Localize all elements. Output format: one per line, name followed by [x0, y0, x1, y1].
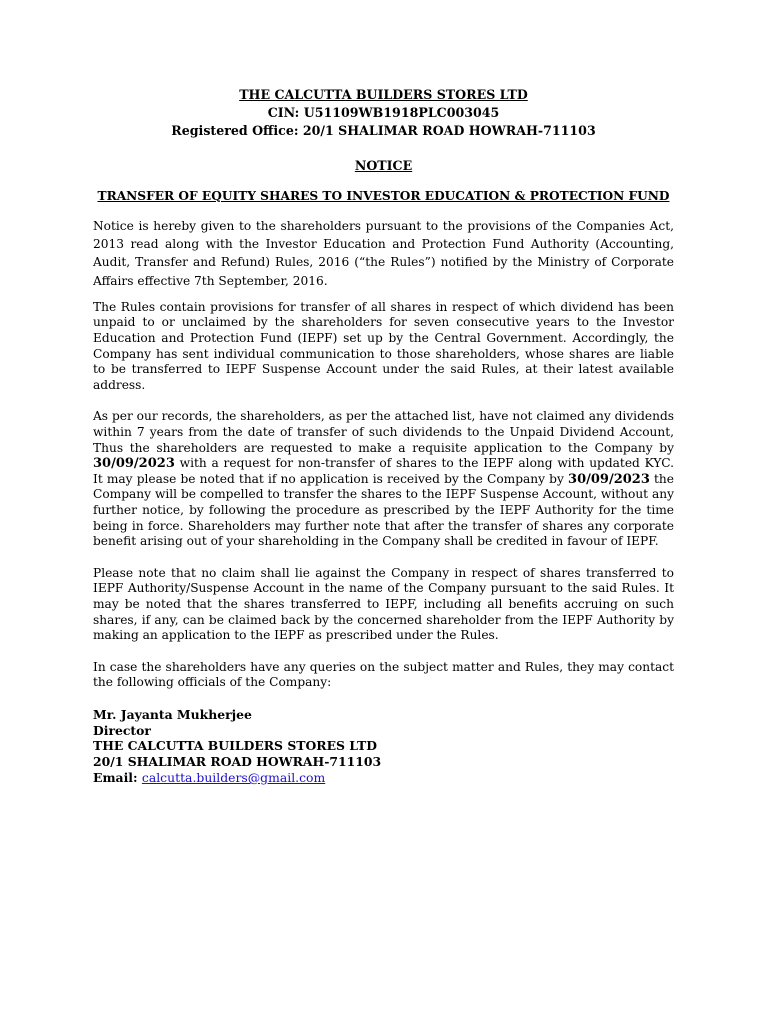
contact-block — [93, 707, 674, 786]
contact-name: Mr. Jayanta Mukherjee — [93, 706, 252, 722]
paragraph-rules: The Rules contain provisions for transfer of all shares in respect of which dividend has been unpaid to or unclaimed by the shareholders for seven consecutive years to the Investor Education and Protection Fund (IEPF) set up by the Central Government. Accordingly, the Company has sent individual communication to those shareholders, whose shares are liable to be transferred to IEPF Suspense Account under the said Rules, at their latest available address. — [93, 299, 674, 392]
paragraph-queries: In case the shareholders have any queries on the subject matter and Rules, they may contact the following officials of the Company: — [93, 659, 674, 690]
notice-title: NOTICE — [354, 158, 413, 173]
email-link[interactable]: calcutta.builders@gmail.com — [141, 770, 326, 786]
notice-document — [93, 86, 674, 786]
contact-company: THE CALCUTTA BUILDERS STORES LTD — [93, 738, 377, 754]
deadline-date: 30/09/2023 — [568, 471, 650, 487]
registered-office: Registered Office: 20/1 SHALIMAR ROAD HOWRAH-711103 — [171, 123, 596, 138]
letterhead — [93, 86, 674, 140]
records-text-3: the Company will be compelled to transfer the shares to the IEPF Suspense Account, without any further notice, by following the procedure as prescribed by the IEPF Authority for the time being in force. Shareholders may further note that after the transfer of shares any corporate benefit arising out of your shareholding in the Company shall be credited in favour of IEPF. — [93, 471, 674, 549]
contact-address: 20/1 SHALIMAR ROAD HOWRAH-711103 — [93, 754, 382, 770]
paragraph-no-claim: Please note that no claim shall lie against the Company in respect of shares transferred to IEPF Authority/Suspense Account in the name of the Company pursuant to the said Rules. It may be noted that the shares transferred to IEPF, including all benefits accruing on such shares, if any, can be claimed back by the concerned shareholder from the IEPF Authority by making an application to the IEPF as prescribed under the Rules. — [93, 565, 674, 643]
contact-designation: Director — [93, 722, 151, 738]
notice-subject: TRANSFER OF EQUITY SHARES TO INVESTOR EDUCATION & PROTECTION FUND — [97, 189, 670, 203]
contact-email-line — [93, 770, 674, 786]
company-name-heading: THE CALCUTTA BUILDERS STORES LTD — [239, 87, 528, 102]
deadline-date: 30/09/2023 — [93, 456, 175, 472]
email-label: Email: — [93, 770, 142, 786]
records-text-1: As per our records, the shareholders, as per the attached list, have not claimed any dividends within 7 years from the date of transfer of such dividends to the Unpaid Dividend Account, Thus the shareholders are requested to make a requisite application to the Company by — [93, 409, 674, 455]
paragraph-intro: Notice is hereby given to the shareholders pursuant to the provisions of the Companies Act, 2013 read along with the Investor Education and Protection Fund Authority (Accounting, Audit, Transfer and Refund) Rules, 2016 (“the Rules”) notified by the Ministry of Corporate Affairs effective 7th September, 2016. — [93, 219, 674, 288]
records-text-2: with a request for non-transfer of shares to the IEPF along with updated KYC. It may please be noted that if no application is received by the Company by — [93, 456, 674, 486]
paragraph-records — [93, 409, 674, 549]
cin-number: CIN: U51109WB1918PLC003045 — [267, 105, 500, 120]
